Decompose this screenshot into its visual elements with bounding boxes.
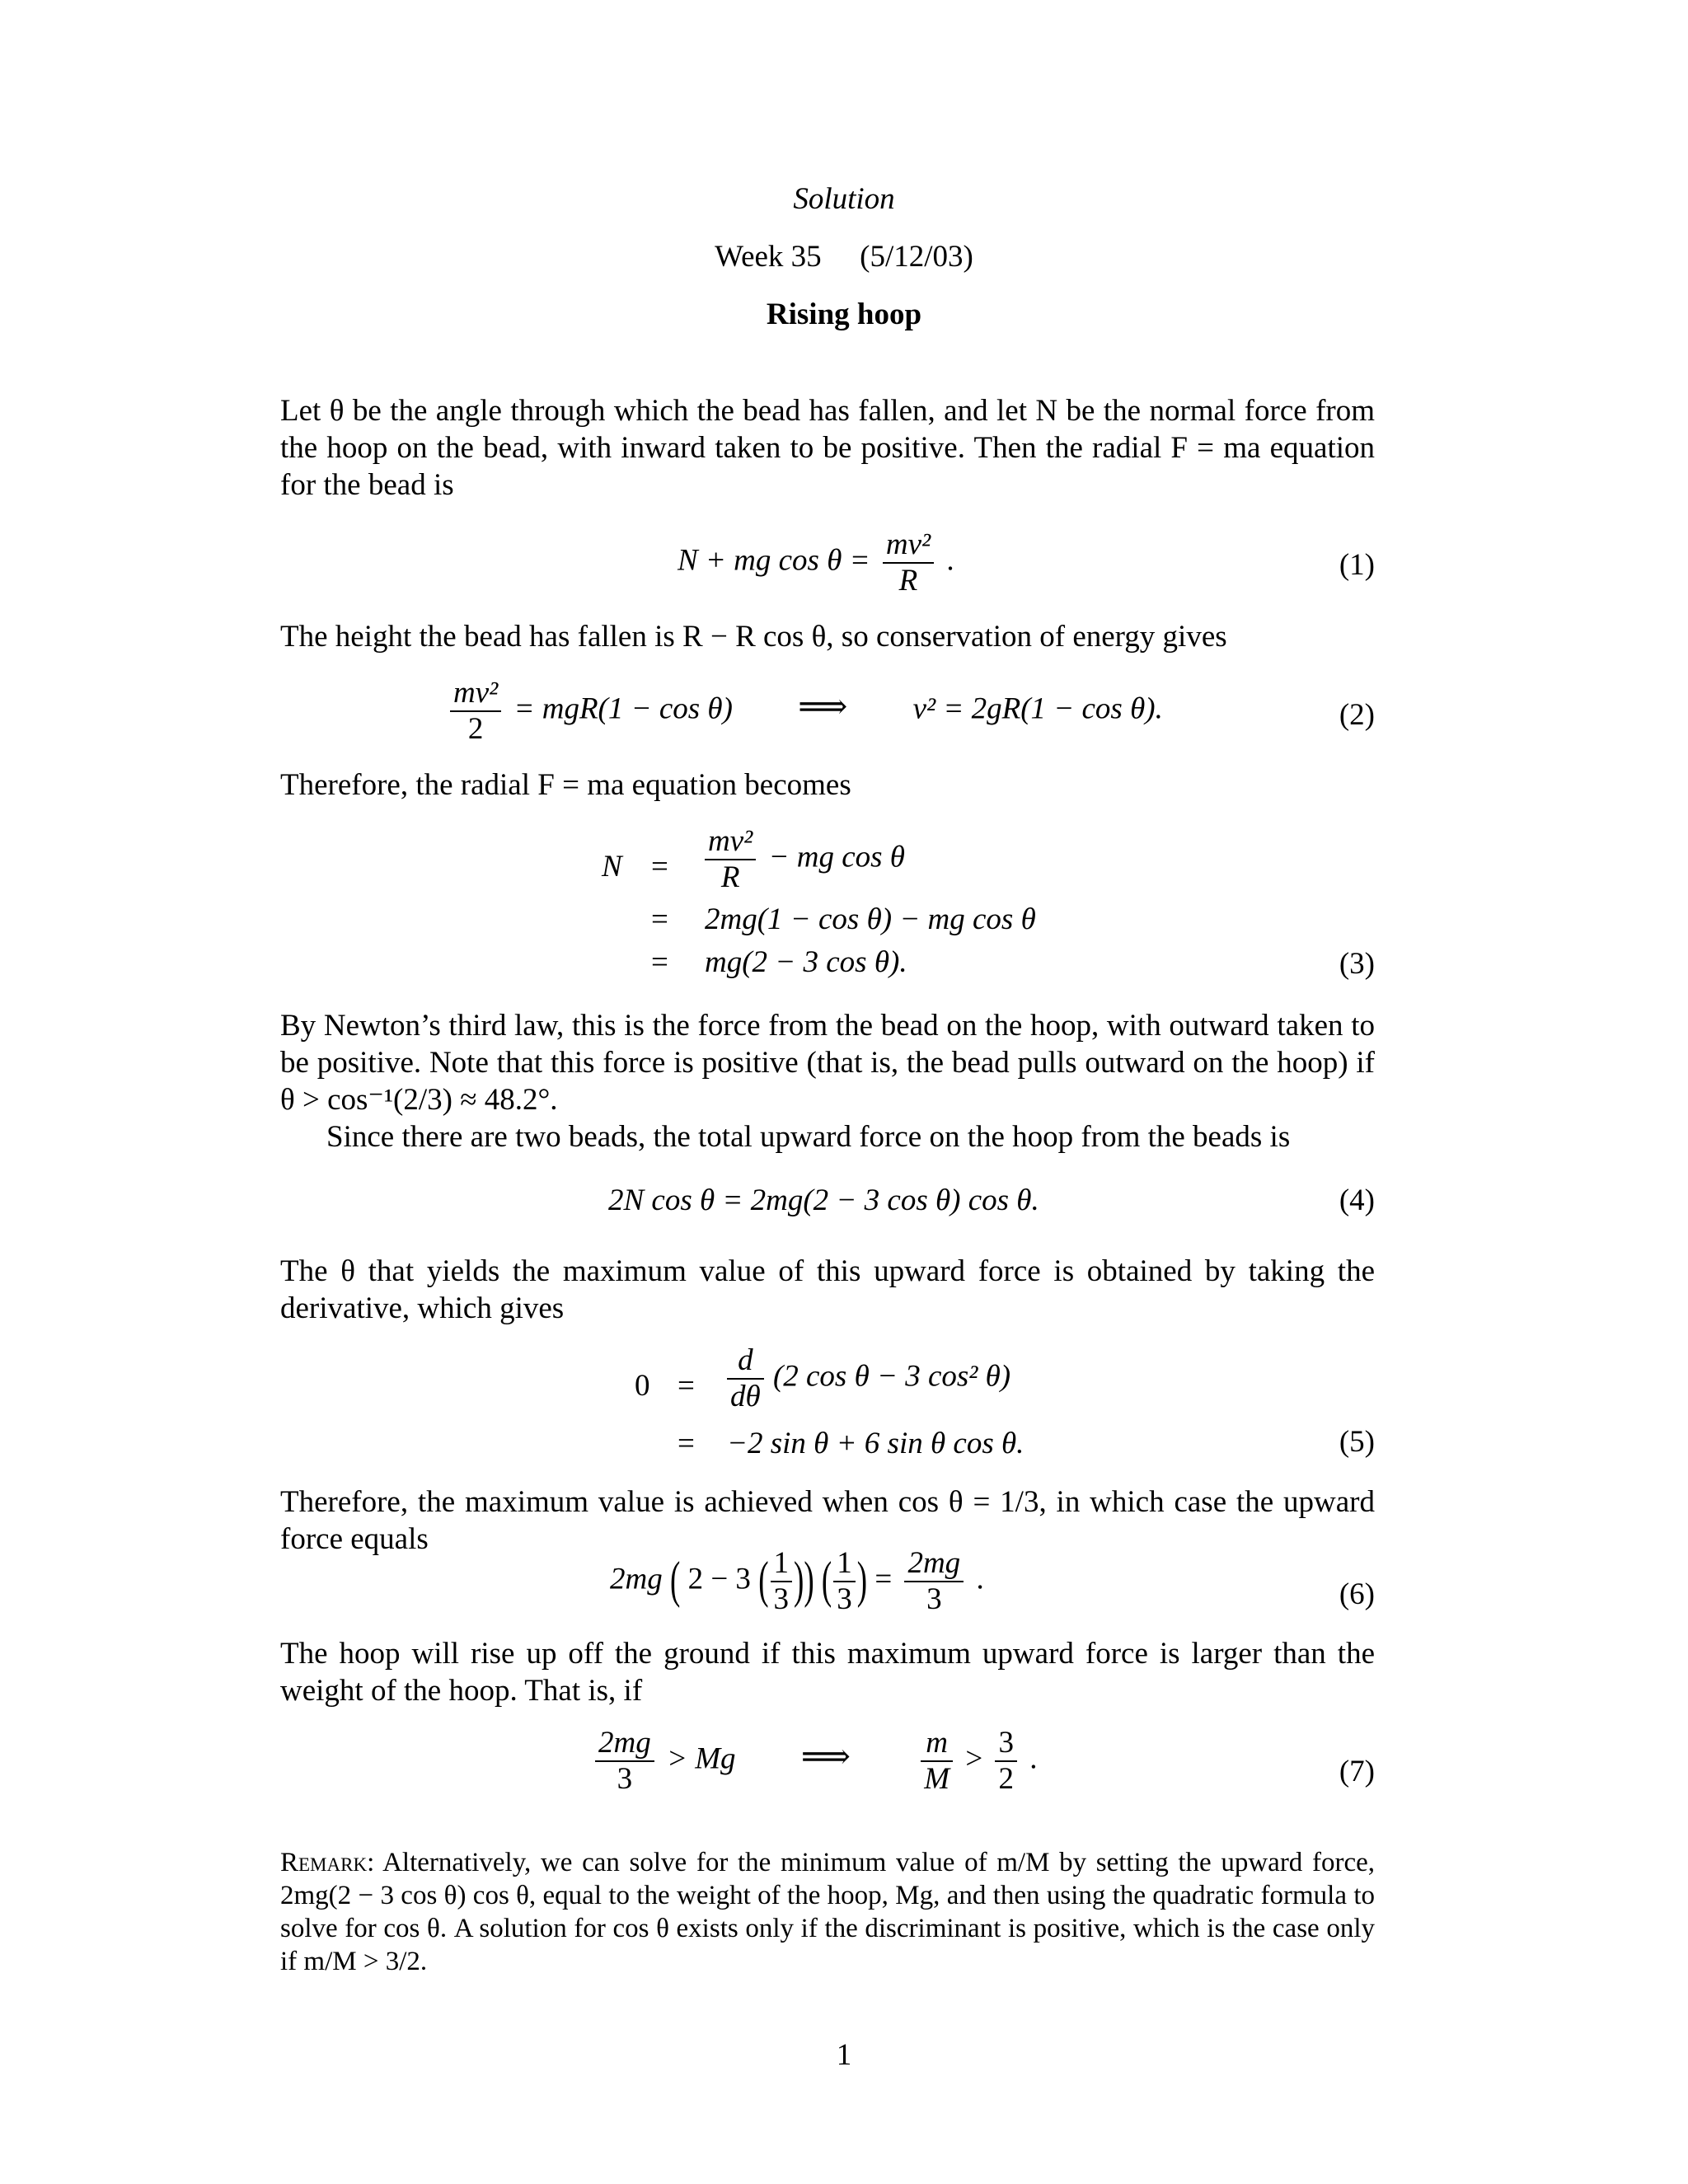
equation-3 [602,824,1179,979]
eq5-derivative [727,1343,764,1414]
eq6-fraction-b [833,1546,856,1617]
eq7-greater-than: > [965,1741,983,1776]
eq6-period: . [976,1562,984,1596]
eq7-value-fraction [995,1726,1017,1797]
eq6-fraction-b-den: 3 [837,1582,852,1616]
eq1-denominator: R [898,564,918,598]
equation-number-7: (7) [1339,1755,1375,1788]
solution-label: Solution [793,182,895,216]
equation-2 [445,676,1163,747]
equation-number-5: (5) [1339,1425,1375,1459]
eq7-period: . [1029,1741,1038,1776]
equation-number-2: (2) [1339,698,1375,732]
equation-7 [590,1726,1037,1797]
paragraph-2-text: The height the bead has fallen is R − R cos θ, so conservation of energy gives [280,620,1227,654]
remark-label: Remark: [280,1848,375,1877]
equation-6 [610,1546,984,1617]
eq7-lhs-num: 2mg [595,1726,654,1762]
implies-arrow: ⟹ [798,688,848,727]
eq3-row-2: 2mg(1 − cos θ) − mg cos θ [705,902,1036,936]
eq5-eqsign-1: = [678,1369,695,1403]
eq3-row-1 [705,824,905,895]
paragraph-3 [280,766,1375,804]
eq7-value-den: 2 [998,1762,1014,1796]
eq7-lhs-fraction [595,1726,654,1797]
equation-number-6: (6) [1339,1577,1375,1611]
week-line [0,241,1688,274]
eq5-lhs: 0 [635,1369,650,1403]
eq1-fraction [883,527,934,598]
paragraph-6-text: The θ that yields the maximum value of this upward force is obtained by taking the derivative, which gives [280,1254,1375,1325]
eq2-numerator: mv² [450,676,501,712]
eq7-ratio-den: M [924,1762,950,1796]
equation-1 [678,527,954,598]
eq3-row-3: mg(2 − 3 cos θ). [705,945,907,979]
paragraph-2 [280,618,1375,655]
eq6-open-paren-b: ( [821,1552,832,1610]
eq7-value-num: 3 [995,1726,1017,1762]
eq2-denominator: 2 [467,712,484,746]
eq5-dtheta: dθ [730,1380,761,1413]
eq6-fraction-a-den: 3 [773,1582,790,1616]
remark-text: Alternatively, we can solve for the minimum value of m/M by setting the upward force, 2mg(2 − 3 cos θ) cos θ, equal to the weight of the hoop, Mg, and then using the quadratic formula to solve for cos θ. A solution for cos θ exists only if the discriminant is positive, which is the case only if m/M > 3/2. [280,1848,1375,1976]
eq6-open-paren-inner: ( [758,1552,769,1610]
eq3-eqsign-1: = [651,850,668,883]
eq6-equals: = [874,1562,893,1596]
eq3-numerator: mv² [705,824,756,860]
implies-arrow-2: ⟹ [800,1738,851,1777]
week-date: (5/12/03) [860,240,973,274]
eq3-row-1-tail: − mg cos θ [768,840,905,874]
eq6-fraction-b-num: 1 [833,1546,856,1582]
paragraph-4-text: By Newton’s third law, this is the force from the bead on the hoop, with outward taken to be positive. Note that this force is positive (that is, the bead pulls outward on the hoop) if θ > cos⁻¹(2/3) ≈ 48.2°. [280,1009,1375,1117]
eq1-period: . [946,543,954,578]
eq5-row-1-tail: (2 cos θ − 3 cos² θ) [772,1359,1011,1394]
eq6-middle: 2 − 3 [687,1562,751,1596]
paragraph-1 [280,392,1375,504]
remark-block [280,1846,1375,1978]
equation-4: 2N cos θ = 2mg(2 − 3 cos θ) cos θ. [608,1183,1039,1217]
eq3-eqsign-2: = [651,902,668,936]
eq2-middle: = mgR(1 − cos θ) [513,691,733,726]
eq1-numerator: mv² [883,527,934,564]
eq6-close-paren-inner: ) [794,1552,804,1610]
eq6-close-paren: ) [804,1552,814,1610]
paragraph-3-text: Therefore, the radial F = ma equation becomes [280,768,851,802]
eq7-lhs-den: 3 [617,1762,633,1796]
eq2-rhs: v² = 2gR(1 − cos θ). [912,691,1163,726]
eq6-close-paren-b: ) [856,1552,868,1610]
page-number: 1 [836,2038,852,2072]
eq7-ratio-num: m [921,1726,953,1762]
eq3-eqsign-3: = [651,945,668,979]
eq5-row-2: −2 sin θ + 6 sin θ cos θ. [727,1427,1025,1460]
eq6-result-num: 2mg [904,1546,964,1582]
equation-number-4: (4) [1339,1183,1375,1217]
eq5-row-1 [727,1343,1010,1414]
eq6-result-fraction [904,1546,964,1617]
eq3-fraction [705,824,756,895]
eq2-lhs-fraction [450,676,501,747]
paragraph-4 [280,1007,1375,1155]
eq6-result-den: 3 [926,1582,942,1616]
eq6-open-paren: ( [669,1552,681,1610]
eq5-eqsign-2: = [678,1427,695,1460]
paragraph-1-text: Let θ be the angle through which the bead has fallen, and let N be the normal force from the hoop on the bead, with inward taken to be positive. Then the radial F = ma equation for the bead is [280,394,1375,502]
eq6-prefix: 2mg [610,1562,663,1596]
eq7-lhs-tail: > Mg [666,1741,736,1776]
paragraph-8-text: The hoop will rise up off the ground if this maximum upward force is larger than the weight of the hoop. That is, if [280,1637,1375,1708]
eq7-ratio-fraction [921,1726,953,1797]
paragraph-5-text: Since there are two beads, the total upward force on the hoop from the beads is [326,1120,1291,1154]
eq6-fraction-a-num: 1 [771,1546,793,1582]
paragraph-7-text: Therefore, the maximum value is achieved when cos θ = 1/3, in which case the upward force equals [280,1485,1375,1556]
equation-number-1: (1) [1339,548,1375,582]
eq3-denominator: R [720,860,740,894]
eq6-fraction-a [771,1546,793,1617]
paragraph-6 [280,1253,1375,1327]
equation-5 [635,1343,1212,1459]
eq1-lhs: N + mg cos θ = [678,543,870,578]
week-number: Week 35 [715,240,822,274]
document-title: Rising hoop [766,298,922,331]
paragraph-8 [280,1635,1375,1709]
eq5-d: d [727,1343,764,1380]
eq3-lhs: N [602,850,622,883]
equation-number-3: (3) [1339,947,1375,981]
